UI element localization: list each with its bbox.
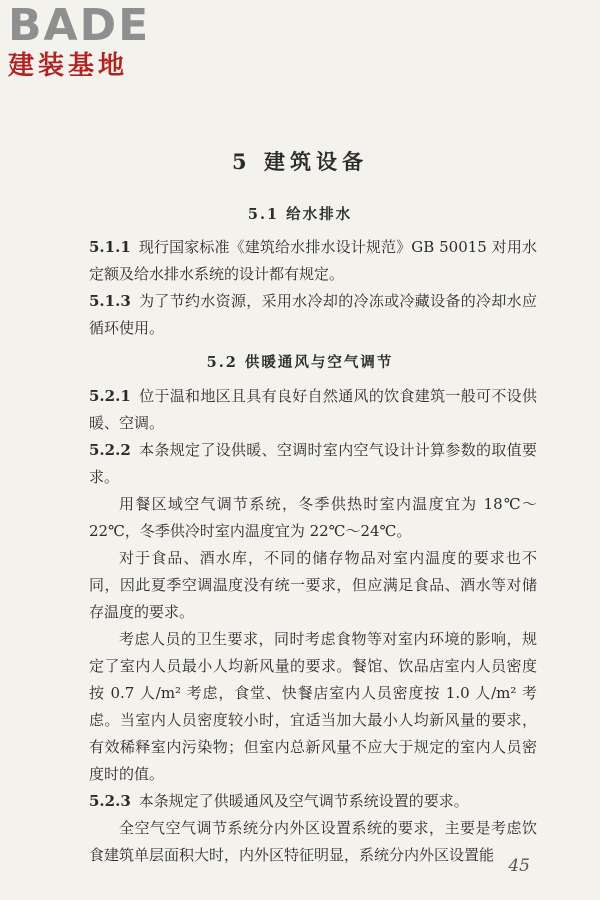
clause-5-1-3 <box>89 288 537 342</box>
clause-5-2-3 <box>89 788 537 815</box>
clause-text: 为了节约水资源，采用水冷却的冷冻或冷藏设备的冷却水应循环使用。 <box>89 292 537 337</box>
paragraph-storage: 对于食品、酒水库，不同的储存物品对室内温度的要求也不同，因此夏季空调温度没有统一要求，但应满足食品、酒水等对储存温度的要求。 <box>89 549 537 621</box>
chapter-title: 5 建筑设备 <box>232 149 368 174</box>
section-title-5-2: 5.2 供暖通风与空气调节 <box>206 354 394 371</box>
paragraph-zoning: 全空气空气调节系统分内外区设置系统的要求，主要是考虑饮食建筑单层面积大时，内外区特征明显，系统分内外区设置能 <box>89 819 537 864</box>
clause-number: 5.1.3 <box>89 292 131 310</box>
logo <box>8 0 188 82</box>
paragraph-temperature: 用餐区域空气调节系统，冬季供热时室内温度宜为 18℃～22℃，冬季供冷时室内温度宜为 22℃～24℃。 <box>89 495 537 540</box>
clause-text: 位于温和地区且具有良好自然通风的饮食建筑一般可不设供暖、空调。 <box>89 387 537 432</box>
paragraph-fresh-air: 考虑人员的卫生要求，同时考虑食物等对室内环境的影响，规定了室内人员最小人均新风量的要求。餐馆、饮品店室内人员密度按 0.7 人/m² 考虑，食堂、快餐店室内人员密度按 1.0 人/m² 考虑。当室内人员密度较小时，宜适当加大最小人均新风量的要求，有效稀释室内污染物；但室内总新风量不应大于规定的室内人员密度时的值。 <box>89 630 537 783</box>
clause-5-2-1 <box>89 383 537 437</box>
clause-number: 5.2.1 <box>89 387 131 405</box>
logo-subtitle: 建装基地 <box>8 51 129 81</box>
clause-5-1-1 <box>89 234 537 288</box>
logo-word: BADE <box>8 0 151 51</box>
page-number: 45 <box>508 856 530 876</box>
clause-number: 5.2.2 <box>89 441 131 459</box>
clause-text: 本条规定了设供暖、空调时室内空气设计计算参数的取值要求。 <box>89 441 537 486</box>
clause-number: 5.2.3 <box>89 792 131 810</box>
section-title-5-1: 5.1 给水排水 <box>247 206 353 223</box>
clause-text: 现行国家标准《建筑给水排水设计规范》GB 50015 对用水定额及给水排水系统的设计都有规定。 <box>89 238 537 283</box>
clause-text: 本条规定了供暖通风及空气调节系统设置的要求。 <box>138 792 469 810</box>
clause-number: 5.1.1 <box>89 238 131 256</box>
clause-5-2-2 <box>89 437 537 491</box>
